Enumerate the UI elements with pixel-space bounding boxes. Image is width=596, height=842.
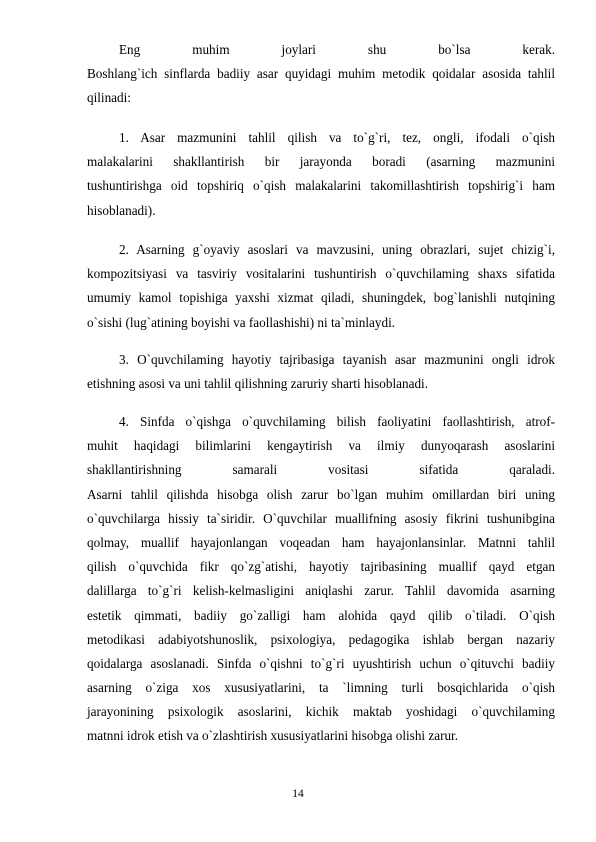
- text-line: asarning o`ziga xos xususiyatlarini, ta `limning turli bosqichlarida o`qish: [87, 680, 555, 696]
- text-line: umumiy kamol topishiga yaxshi xizmat qiladi, shuningdek, bog`lanishli nutqining: [87, 290, 555, 306]
- text-line: qoidalarga asoslanadi. Sinfda o`qishni to`g`ri uyushtirish uchun o`qituvchi badiiy: [87, 655, 555, 671]
- text-line: 2. Asarning g`oyaviy asoslari va mavzusini, uning obrazlari, sujet chizig`i,: [119, 242, 555, 257]
- text-line: qolmay, muallif hayajonlangan voqeadan ham hayajonlansinlar. Matnni tahlil: [87, 534, 555, 550]
- text-line: hisoblanadi).: [87, 202, 156, 218]
- text-line: qilinadi:: [87, 90, 131, 106]
- text-line: jarayonining psixologik asoslarini, kichik maktab yoshidagi o`quvchilaming: [87, 704, 555, 720]
- text-line: 1. Asar mazmunini tahlil qilish va to`g`ri, tez, ongli, ifodali o`qish: [119, 130, 555, 145]
- text-line: malakalarini shakllantirish bir jarayonda boradi (asarning mazmunini: [87, 154, 555, 170]
- text-line: matnni idrok etish va o`zlashtirish xususiyatlarini hisobga olishi zarur.: [87, 728, 459, 744]
- text-line: o`quvchilarga hissiy ta`siridir. O`quvchilar muallifning asosiy fikrini tushunibgina: [87, 510, 555, 526]
- text-line: Asarni tahlil qilishda hisobga olish zarur bo`lgan muhim omillardan biri uning: [87, 486, 555, 502]
- paragraph-rule-2: [87, 238, 555, 335]
- text-line: Eng muhim joylari shu bo`lsa kerak.: [119, 42, 555, 57]
- paragraph-rule-4: [87, 410, 555, 749]
- text-line: qilish o`quvchida fikr qo`zg`atishi, hayotiy tajribasining muallif qayd etgan: [87, 559, 555, 575]
- text-line: 3. O`quvchilaming hayotiy tajribasiga tayanish asar mazmunini ongli idrok: [119, 352, 555, 367]
- text-line: Boshlang`ich sinflarda badiiy asar quyidagi muhim metodik qoidalar asosida tahlil: [87, 66, 555, 82]
- text-line: 4. Sinfda o`qishga o`quvchilaming bilish faoliyatini faollashtirish, atrof-: [119, 414, 555, 429]
- page-number: 14: [292, 788, 304, 800]
- text-line: o`sishi (lug`atining boyishi va faollashishi) ni ta`minlaydi.: [87, 314, 396, 330]
- text-line: dalillarga to`g`ri kelish-kelmasligini aniqlashi zarur. Tahlil davomida asarning: [87, 583, 555, 599]
- text-line: etishning asosi va uni tahlil qilishning zaruriy sharti hisoblanadi.: [87, 376, 428, 392]
- paragraph-intro: [87, 38, 555, 111]
- text-line: tushuntirishga oid topshiriq o`qish malakalarini takomillashtirish topshirig`i ham: [87, 178, 555, 194]
- paragraph-rule-1: [87, 126, 555, 223]
- text-line: muhit haqidagi bilimlarini kengaytirish va ilmiy dunyoqarash asoslarini: [87, 438, 555, 454]
- paragraph-rule-3: [87, 348, 555, 396]
- text-line: shakllantirishning samarali vositasi sifatida qaraladi.: [87, 462, 555, 478]
- text-line: estetik qimmati, badiiy go`zalligi ham alohida qayd qilib o`tiladi. O`qish: [87, 607, 555, 623]
- text-line: kompozitsiyasi va tasviriy vositalarini tushuntirish o`quvchilaming shaxs sifatida: [87, 266, 555, 282]
- text-line: metodikasi adabiyotshunoslik, psixologiya, pedagogika ishlab bergan nazariy: [87, 631, 555, 647]
